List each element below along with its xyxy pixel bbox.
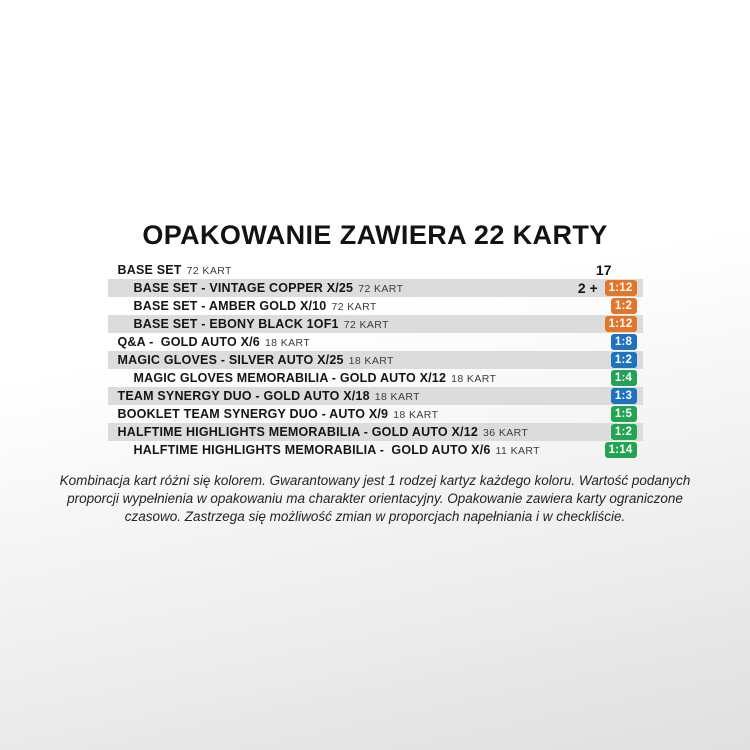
card-set-label: BASE SET - VINTAGE COPPER X/25 [133,281,354,295]
card-set-label: BASE SET - AMBER GOLD X/10 [133,299,327,313]
card-count: 72 KART [343,319,389,331]
odds-badge: 1:4 [611,370,637,386]
card-count: 36 KART [483,427,529,439]
card-count: 18 KART [264,337,311,349]
row-value-area [596,262,637,278]
row-value-area [611,352,637,368]
row-value-area [578,280,637,296]
odds-badge: 1:2 [611,298,637,314]
odds-badge: 1:2 [611,424,637,440]
card-set-name [118,333,311,351]
odds-badge: 1:14 [605,442,637,458]
card-set-label: HALFTIME HIGHLIGHTS MEMORABILIA - GOLD AUTO X/12 [117,425,479,439]
table-row [108,387,643,405]
odds-badge: 1:8 [611,334,637,350]
card-set-name [118,297,377,315]
table-row [108,315,643,333]
card-set-name [118,423,529,441]
row-value-area [611,406,637,422]
row-value-area [611,298,637,314]
odds-badge: 1:12 [605,316,637,332]
card-count: 11 KART [495,445,540,457]
row-value-area [611,334,637,350]
table-row [108,423,643,441]
quantity-value: 2 + [577,280,598,296]
table-row [108,405,643,423]
card-set-name [118,387,420,405]
card-set-name [118,279,404,297]
row-value-area [611,424,637,440]
row-value-area [605,316,637,332]
footnote-text: Kombinacja kart różni się kolorem. Gwarantowany jest 1 rodzej kartyz każdego koloru. Wartość podanych proporcji wypełnienia w opakowaniu ma charakter orientacyjny. Opakowanie zawiera karty ograniczone czasowo. Zastrzega się możliwość zmian w proporcjach napełniania i w checkliście. [59,473,691,524]
card-set-name [118,315,389,333]
odds-badge: 1:3 [611,388,637,404]
card-count: 18 KART [374,391,420,403]
row-value-area [605,442,637,458]
card-set-label: BASE SET [117,263,182,277]
table-row [108,441,643,459]
table-row [108,369,643,387]
table-row [108,279,643,297]
card-set-label: MAGIC GLOVES MEMORABILIA - GOLD AUTO X/12 [133,371,447,385]
card-set-name [118,351,394,369]
card-count: 18 KART [348,355,394,367]
odds-badge: 1:2 [611,352,637,368]
odds-badge: 1:5 [611,406,637,422]
card-count: 72 KART [186,265,232,277]
odds-badge: 1:12 [605,280,637,296]
card-set-name [118,369,497,387]
quantity-value: 17 [595,262,612,278]
table-row [108,261,643,279]
card-count: 72 KART [331,301,377,313]
card-set-name [118,405,439,423]
pack-odds-table [108,261,643,459]
card-set-label: Q&A - GOLD AUTO X/6 [117,335,260,349]
row-value-area [611,370,637,386]
card-set-label: HALFTIME HIGHLIGHTS MEMORABILIA - GOLD AUTO X/6 [133,443,491,457]
card-count: 18 KART [451,373,497,385]
card-count: 18 KART [393,409,439,421]
card-set-label: TEAM SYNERGY DUO - GOLD AUTO X/18 [117,389,370,403]
table-row [108,351,643,369]
card-set-name [118,441,540,459]
card-set-label: BASE SET - EBONY BLACK 1OF1 [133,317,339,331]
card-set-label: MAGIC GLOVES - SILVER AUTO X/25 [117,353,344,367]
card-count: 72 KART [358,283,404,295]
table-row [108,333,643,351]
page-title: OPAKOWANIE ZAWIERA 22 KARTY [142,220,608,250]
row-value-area [611,388,637,404]
card-set-name [118,261,232,279]
table-row [108,297,643,315]
card-set-label: BOOKLET TEAM SYNERGY DUO - AUTO X/9 [117,407,389,421]
